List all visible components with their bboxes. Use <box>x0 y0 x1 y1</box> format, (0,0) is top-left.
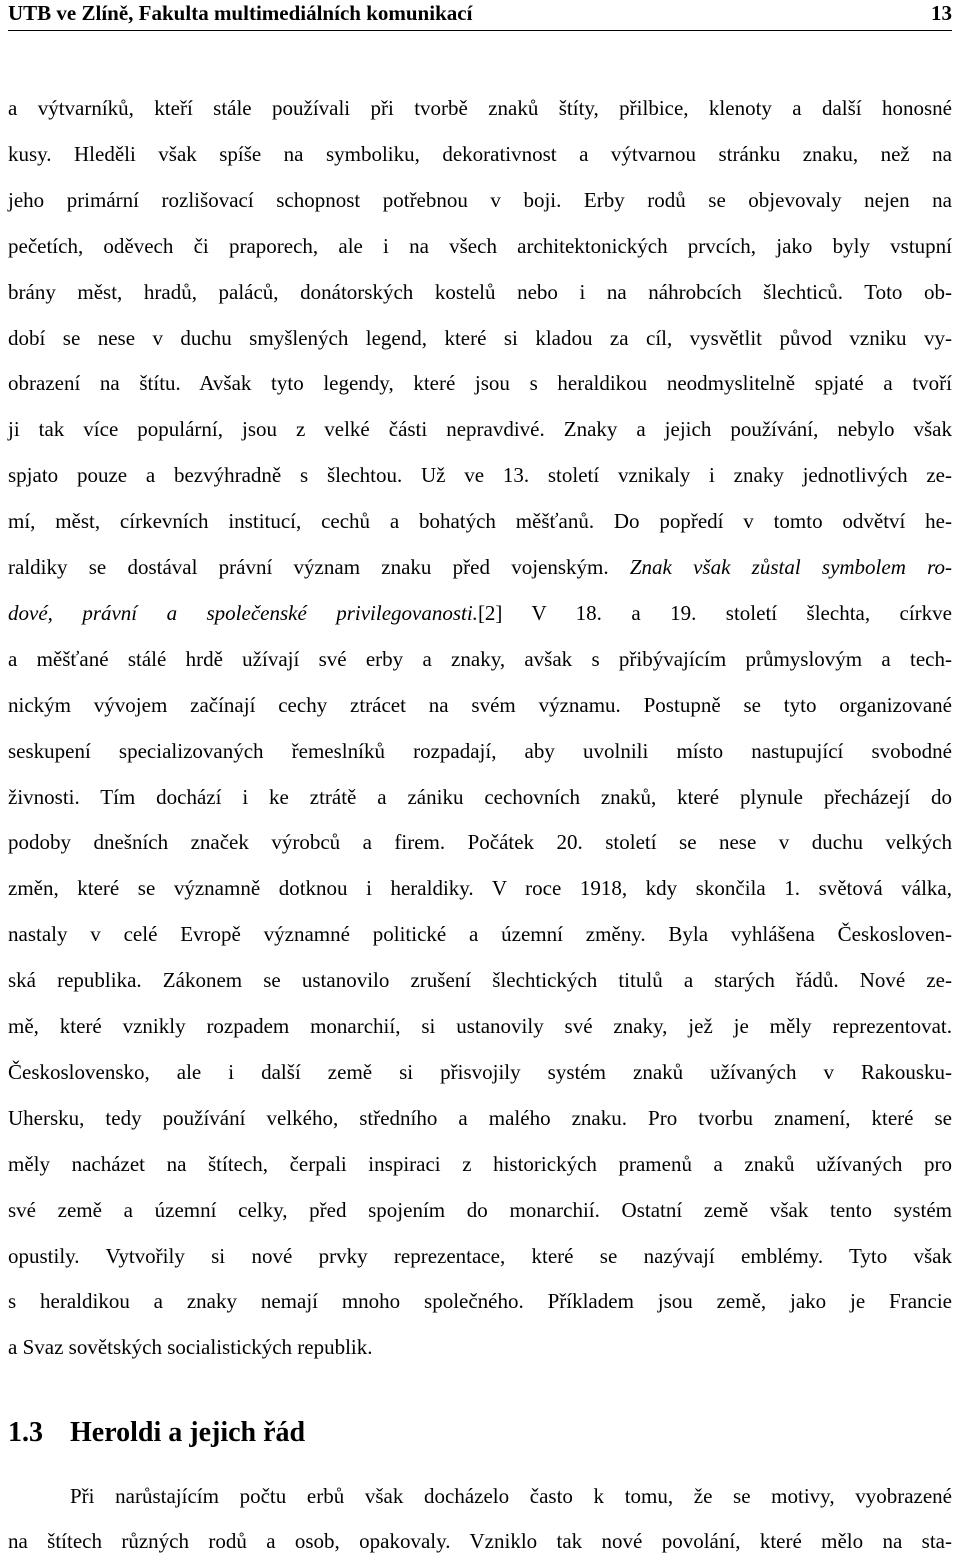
text-line: spjato pouze a bezvýhradně s šlechtou. Už ve 13. století vznikaly i znaky jednotlivých ze- <box>8 463 952 488</box>
section-number: 1.3 <box>8 1417 43 1448</box>
text-line: a výtvarníků, kteří stále používali při tvorbě znaků štíty, přilbice, klenoty a další honosné <box>8 96 952 120</box>
running-header <box>8 0 952 31</box>
section-title: Heroldi a jejich řád <box>70 1417 306 1448</box>
text-line: obrazení na štítu. Avšak tyto legendy, které jsou s heraldikou neodmyslitelně spjaté a tvoří <box>8 371 952 396</box>
text-line: ská republika. Zákonem se ustanovilo zrušení šlechtických titulů a starých řádů. Nové ze- <box>8 968 952 993</box>
text-line: na štítech různých rodů a osob, opakovaly. Vzniklo tak nové povolání, které mělo na sta- <box>8 1529 952 1553</box>
text-line: a Svaz sovětských socialistických republik. <box>8 1335 373 1360</box>
text-line: své země a územní celky, před spojením do monarchií. Ostatní země však tento systém <box>8 1197 952 1222</box>
text-line <box>8 551 952 583</box>
italic-quote: Znak však zůstal symbolem ro- <box>629 555 953 579</box>
text-line: mí, měst, církevních institucí, cechů a bohatých měšťanů. Do popředí v tomto odvětví he- <box>8 509 952 534</box>
text-line: kusy. Hleděli však spíše na symboliku, dekorativnost a výtvarnou stránku znaku, než na <box>8 141 952 166</box>
text-line: změn, které se významně dotknou i heraldiky. V roce 1918, kdy skončila 1. světová válka, <box>8 876 952 901</box>
text-line: Uhersku, tedy používání velkého, středního a malého znaku. Pro tvorbu znamení, které se <box>8 1105 952 1130</box>
text-line: opustily. Vytvořily si nové prvky reprezentace, které se nazývají emblémy. Tyto však <box>8 1243 952 1268</box>
page-number: 13 <box>931 1 952 25</box>
text-line: seskupení specializovaných řemeslníků rozpadají, aby uvolnili místo nastupující svobodné <box>8 738 952 763</box>
text-run: raldiky se dostával právní význam znaku před vojenským. <box>8 555 630 579</box>
text-line: jeho primární rozlišovací schopnost potřebnou v boji. Erby rodů se objevovaly nejen na <box>8 187 952 212</box>
text-line: brány měst, hradů, paláců, donátorských kostelů nebo i na náhrobcích šlechticů. Toto ob- <box>8 279 952 304</box>
text-line: nickým vývojem začínají cechy ztrácet na svém významu. Postupně se tyto organizované <box>8 692 952 717</box>
section-heading <box>8 1413 305 1453</box>
text-line: a měšťané stálé hrdě užívají své erby a znaky, avšak s přibývajícím průmyslovým a tech- <box>8 646 952 671</box>
text-line: dobí se nese v duchu smyšlených legend, které si kladou za cíl, vysvětlit původ vzniku vy- <box>8 325 952 350</box>
text-line: měly nacházet na štítech, čerpali inspiraci z historických pramenů a znaků užívaných pro <box>8 1151 952 1176</box>
text-line: nastaly v celé Evropě významné politické a územní změny. Byla vyhlášena Českosloven- <box>8 922 952 947</box>
header-title: UTB ve Zlíně, Fakulta multimediálních komunikací <box>8 1 473 25</box>
text-line: pečetích, oděvech či praporech, ale i na všech architektonických prvcích, jako byly vstupní <box>8 233 952 258</box>
text-line: Československo, ale i další země si přisvojily systém znaků užívaných v Rakousku- <box>8 1059 952 1084</box>
text-line: živnosti. Tím dochází i ke ztrátě a zániku cechovních znaků, které plynule přecházejí do <box>8 784 952 809</box>
text-line <box>8 597 952 629</box>
text-line: ji tak více populární, jsou z velké části nepravdivé. Znaky a jejich používání, nebylo však <box>8 417 952 442</box>
text-line: Při narůstajícím počtu erbů však docházelo často k tomu, že se motivy, vyobrazené <box>70 1484 952 1508</box>
text-run: [2] V 18. a 19. století šlechta, církve <box>477 600 952 625</box>
text-line: s heraldikou a znaky nemají mnoho společného. Příkladem jsou země, jako je Francie <box>8 1289 952 1314</box>
italic-quote: dové, právní a společenské privilegovanosti. <box>8 600 478 625</box>
text-line: mě, které vznikly rozpadem monarchií, si ustanovily své znaky, jež je měly reprezentovat. <box>8 1014 952 1038</box>
text-line: podoby dnešních značek výrobců a firem. Počátek 20. století se nese v duchu velkých <box>8 830 952 855</box>
